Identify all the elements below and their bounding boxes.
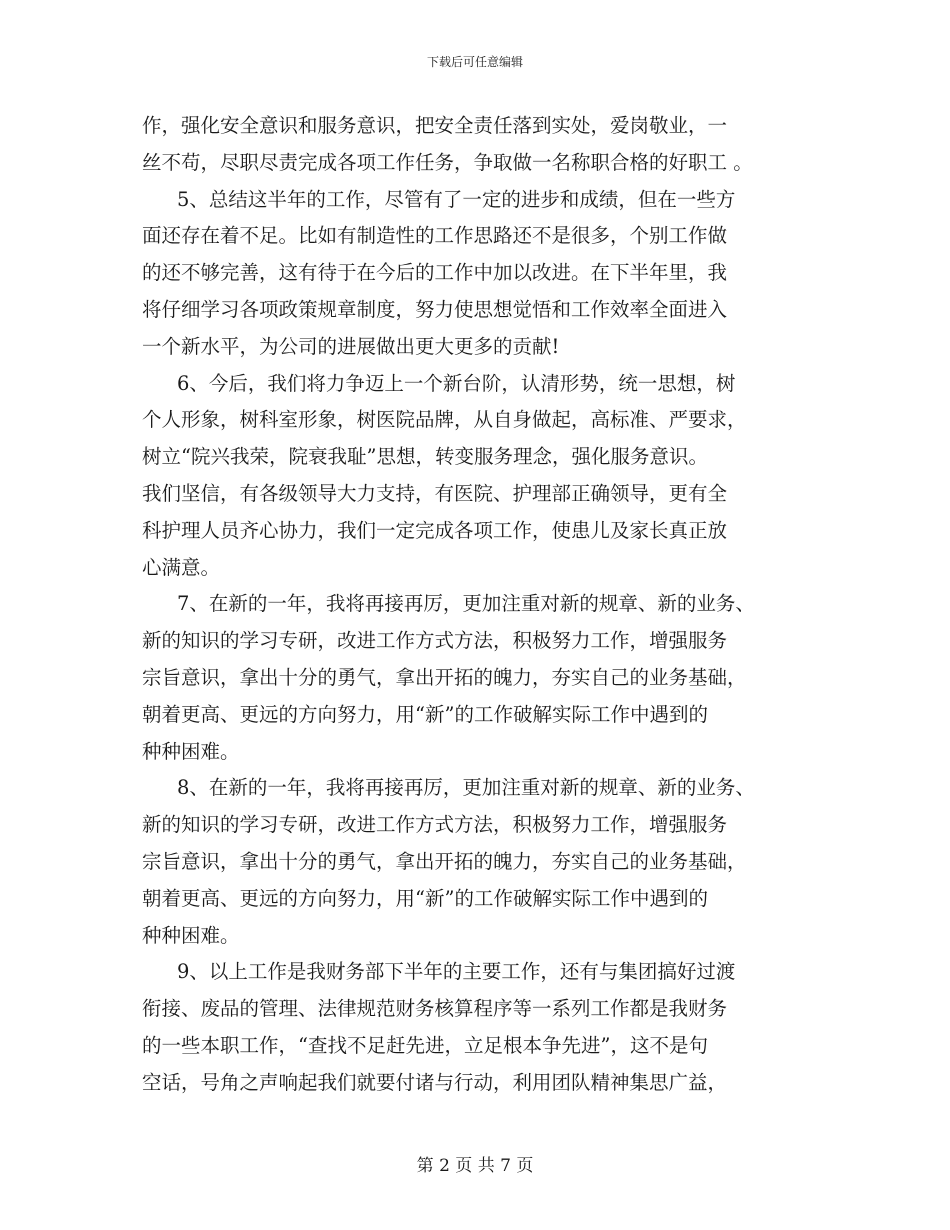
text-line: 一个新水平，为公司的进展做出更大更多的贡献!: [142, 334, 560, 358]
text-line: 的还不够完善，这有待于在今后的工作中加以改进。在下半年里，我: [142, 261, 728, 285]
text-line: 种种困难。: [142, 923, 240, 947]
text-line: 空话，号角之声响起我们就要付诸与行动，利用团队精神集思广益，: [142, 1070, 728, 1094]
paragraph-5-first-line: 5、总结这半年的工作，尽管有了一定的进步和成绩，但在一些方: [177, 187, 736, 211]
text-line: 宗旨意识，拿出十分的勇气，拿出开拓的魄力，夯实自己的业务基础，: [142, 665, 747, 689]
text-line: 新的知识的学习专研，改进工作方式方法，积极努力工作，增强服务: [142, 629, 728, 653]
paragraph-8-first-line: 8、在新的一年，我将再接再厉，更加注重对新的规章、新的业务、: [177, 776, 755, 800]
text-line: 的一些本职工作，“查找不足赶先进，立足根本争先进”，这不是句: [142, 1033, 708, 1057]
text-line: 宗旨意识，拿出十分的勇气，拿出开拓的魄力，夯实自己的业务基础，: [142, 849, 747, 873]
page-header: 下载后可任意编辑: [426, 55, 523, 69]
page-footer: 第 2 页 共 7 页: [416, 1156, 534, 1176]
text-line: 作，强化安全意识和服务意识，把安全责任落到实处，爱岗敬业，一: [142, 114, 728, 137]
text-line: 心满意。: [142, 555, 221, 579]
paragraph-7-first-line: 7、在新的一年，我将再接再厉，更加注重对新的规章、新的业务、: [177, 592, 755, 616]
paragraph-9-first-line: 9、以上工作是我财务部下半年的主要工作，还有与集团搞好过渡: [177, 960, 736, 984]
document-body: [142, 108, 832, 1102]
text-line: 我们坚信，有各级领导大力支持，有医院、护理部正确领导，更有全: [142, 481, 728, 505]
text-line: 科护理人员齐心协力，我们一定完成各项工作，使患儿及家长真正放: [142, 518, 728, 542]
text-line: 将仔细学习各项政策规章制度，努力使思想觉悟和工作效率全面进入: [142, 297, 728, 321]
text-line: 新的知识的学习专研，改进工作方式方法，积极努力工作，增强服务: [142, 813, 728, 837]
text-line: 树立“院兴我荣，院衰我耻”思想，转变服务理念，强化服务意识。: [142, 445, 708, 469]
text-line: 个人形象，树科室形象，树医院品牌，从自身做起，高标准、严要求，: [142, 408, 747, 432]
paragraph-6-first-line: 6、今后，我们将力争迈上一个新台阶，认清形势，统一思想，树: [177, 371, 736, 395]
text-line: 衔接、废品的管理、法律规范财务核算程序等一系列工作都是我财务: [142, 997, 728, 1021]
text-line: 朝着更高、更远的方向努力，用“新”的工作破解实际工作中遇到的: [142, 886, 708, 910]
text-line: 种种困难。: [142, 739, 240, 763]
text-line: 面还存在着不足。比如有制造性的工作思路还不是很多，个别工作做: [142, 224, 728, 248]
text-line: 丝不苟，尽职尽责完成各项工作任务，争取做一名称职合格的好职工 。: [142, 150, 753, 174]
text-line: 朝着更高、更远的方向努力，用“新”的工作破解实际工作中遇到的: [142, 702, 708, 726]
